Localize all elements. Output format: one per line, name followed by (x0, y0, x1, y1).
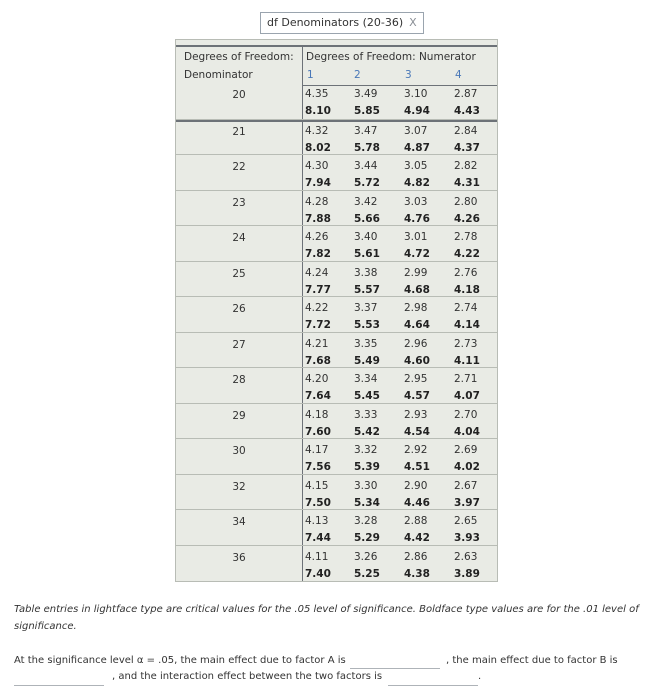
df-denominators-tab[interactable] (260, 12, 424, 34)
column-header-1: 1 (307, 69, 314, 81)
tab-label: df Denominators (20-36) (267, 16, 404, 29)
critical-value-01: 4.64 (404, 319, 430, 331)
question-part1: At the significance level α = .05, the main effect due to factor A is (14, 655, 346, 666)
critical-value-05: 4.24 (305, 266, 329, 279)
critical-value-05: 2.65 (454, 515, 478, 527)
critical-value-01: 4.46 (404, 496, 430, 509)
header-denominator-line2: Denominator (184, 69, 253, 81)
critical-value-05: 2.70 (454, 408, 478, 421)
critical-value-05: 2.90 (404, 479, 428, 492)
critical-value-05: 3.30 (354, 479, 378, 492)
critical-value-01: 7.72 (305, 319, 331, 331)
critical-value-05: 3.10 (404, 88, 428, 100)
df-denominator-cell: 21 (232, 125, 246, 138)
table-row (176, 154, 497, 191)
df-denominator-cell: 36 (232, 551, 246, 564)
table-row (176, 190, 497, 227)
table-row (176, 403, 497, 440)
df-denominator-cell: 20 (232, 89, 246, 101)
critical-value-05: 2.67 (454, 479, 478, 492)
critical-value-01: 4.38 (404, 567, 430, 580)
df-denominator-cell: 28 (232, 374, 246, 386)
critical-value-01: 3.97 (454, 496, 480, 509)
critical-value-01: 5.34 (354, 496, 380, 509)
critical-value-05: 4.17 (305, 444, 329, 456)
critical-value-05: 2.99 (404, 266, 428, 279)
critical-value-01: 4.72 (404, 248, 430, 260)
header-numerator: Degrees of Freedom: Numerator (306, 51, 476, 63)
column-header-4: 4 (455, 69, 462, 81)
critical-value-05: 4.26 (305, 231, 329, 243)
critical-value-05: 3.05 (404, 160, 428, 172)
critical-value-01: 4.43 (454, 105, 480, 117)
critical-value-05: 4.30 (305, 160, 329, 172)
critical-value-05: 3.38 (354, 266, 378, 279)
critical-value-01: 7.56 (305, 461, 331, 473)
critical-value-01: 4.02 (454, 461, 480, 473)
critical-value-05: 2.86 (404, 550, 428, 563)
table-row (176, 509, 497, 546)
critical-value-01: 5.72 (354, 177, 380, 189)
critical-value-01: 4.11 (454, 354, 480, 367)
critical-value-05: 3.44 (354, 160, 378, 172)
critical-value-01: 5.57 (354, 283, 380, 296)
critical-value-01: 4.68 (404, 283, 430, 296)
critical-value-05: 3.35 (354, 337, 378, 350)
critical-value-01: 7.60 (305, 425, 331, 438)
critical-value-05: 3.07 (404, 124, 428, 137)
critical-value-05: 2.78 (454, 231, 478, 243)
critical-value-05: 3.28 (354, 515, 378, 527)
table-row (176, 225, 497, 262)
df-denominator-cell: 25 (232, 267, 246, 280)
table-row (176, 83, 497, 119)
df-denominator-cell: 27 (232, 338, 246, 351)
critical-value-05: 2.84 (454, 124, 478, 137)
df-denominator-cell: 22 (232, 161, 246, 173)
critical-value-05: 3.49 (354, 88, 378, 100)
critical-value-05: 4.22 (305, 302, 329, 314)
critical-value-05: 4.21 (305, 337, 329, 350)
critical-value-05: 4.35 (305, 88, 329, 100)
critical-value-01: 5.61 (354, 248, 380, 260)
critical-value-01: 5.78 (354, 141, 380, 154)
critical-value-01: 4.26 (454, 212, 480, 225)
critical-value-01: 4.76 (404, 212, 430, 225)
df-denominator-cell: 30 (232, 445, 246, 457)
critical-value-01: 5.66 (354, 212, 380, 225)
critical-value-01: 4.04 (454, 425, 480, 438)
df-denominator-cell: 32 (232, 480, 246, 493)
critical-value-01: 7.40 (305, 567, 331, 580)
critical-value-01: 7.77 (305, 283, 331, 296)
critical-value-05: 3.01 (404, 231, 428, 243)
critical-value-01: 5.25 (354, 567, 380, 580)
critical-value-01: 4.82 (404, 177, 430, 189)
critical-value-01: 5.29 (354, 532, 380, 544)
critical-value-05: 2.76 (454, 266, 478, 279)
critical-value-01: 5.42 (354, 425, 380, 438)
table-row (176, 119, 497, 156)
critical-value-05: 2.87 (454, 88, 478, 100)
critical-value-01: 7.82 (305, 248, 331, 260)
critical-value-01: 4.18 (454, 283, 480, 296)
critical-value-01: 5.45 (354, 390, 380, 402)
factor-a-effect-input[interactable] (350, 666, 440, 669)
critical-value-05: 4.32 (305, 124, 329, 137)
critical-value-05: 3.40 (354, 231, 378, 243)
critical-value-05: 4.11 (305, 550, 329, 563)
critical-value-01: 4.87 (404, 141, 430, 154)
header-top-rule (176, 45, 497, 47)
table-row (176, 296, 497, 333)
critical-value-05: 4.28 (305, 195, 329, 208)
question-part2: , the main effect due to factor B is (446, 655, 618, 666)
column-header-2: 2 (354, 69, 361, 81)
critical-value-01: 4.94 (404, 105, 430, 117)
critical-value-05: 4.20 (305, 373, 329, 385)
critical-value-05: 4.15 (305, 479, 329, 492)
f-distribution-table (175, 39, 498, 582)
critical-value-01: 3.93 (454, 532, 480, 544)
critical-value-05: 2.80 (454, 195, 478, 208)
critical-value-05: 2.82 (454, 160, 478, 172)
critical-value-01: 5.85 (354, 105, 380, 117)
critical-value-05: 4.18 (305, 408, 329, 421)
critical-value-01: 4.14 (454, 319, 480, 331)
column-header-3: 3 (405, 69, 412, 81)
critical-value-05: 2.93 (404, 408, 428, 421)
df-denominator-cell: 26 (232, 303, 246, 315)
critical-value-01: 4.42 (404, 532, 430, 544)
critical-value-05: 2.98 (404, 302, 428, 314)
df-denominator-cell: 23 (232, 196, 246, 209)
critical-value-01: 5.39 (354, 461, 380, 473)
critical-value-01: 4.51 (404, 461, 430, 473)
critical-value-01: 7.88 (305, 212, 331, 225)
interaction-effect-input[interactable] (388, 683, 478, 686)
close-icon[interactable]: X (409, 16, 417, 29)
factor-b-effect-input[interactable] (14, 683, 104, 686)
critical-value-05: 2.74 (454, 302, 478, 314)
header-denominator-line1: Degrees of Freedom: (184, 51, 294, 63)
critical-value-05: 3.26 (354, 550, 378, 563)
df-denominator-cell: 29 (232, 409, 246, 422)
table-row (176, 367, 497, 404)
critical-value-05: 3.03 (404, 195, 428, 208)
critical-value-01: 8.02 (305, 141, 331, 154)
table-row (176, 474, 497, 511)
critical-value-01: 4.57 (404, 390, 430, 402)
critical-value-01: 5.53 (354, 319, 380, 331)
table-row (176, 545, 497, 582)
critical-value-05: 3.32 (354, 444, 378, 456)
critical-value-01: 5.49 (354, 354, 380, 367)
question-part3: , and the interaction effect between the two factors is (112, 671, 383, 682)
critical-value-05: 2.95 (404, 373, 428, 385)
critical-value-01: 3.89 (454, 567, 480, 580)
critical-value-01: 8.10 (305, 105, 331, 117)
critical-value-01: 4.60 (404, 354, 430, 367)
critical-value-01: 4.31 (454, 177, 480, 189)
critical-value-01: 7.44 (305, 532, 331, 544)
critical-value-01: 7.64 (305, 390, 331, 402)
table-footnote: Table entries in lightface type are critical values for the .05 level of significance. Boldface type values are for the .01 level of significance. (14, 604, 639, 632)
critical-value-01: 4.37 (454, 141, 480, 154)
critical-value-05: 3.47 (354, 124, 378, 137)
critical-value-01: 7.50 (305, 496, 331, 509)
critical-value-05: 2.69 (454, 444, 478, 456)
critical-value-05: 3.42 (354, 195, 378, 208)
critical-value-01: 7.94 (305, 177, 331, 189)
df-denominator-cell: 24 (232, 232, 246, 244)
df-denominator-cell: 34 (232, 516, 246, 528)
critical-value-01: 4.22 (454, 248, 480, 260)
critical-value-05: 2.96 (404, 337, 428, 350)
critical-value-05: 3.33 (354, 408, 378, 421)
question-end: . (478, 671, 482, 682)
table-row (176, 261, 497, 298)
critical-value-05: 2.63 (454, 550, 478, 563)
table-row (176, 438, 497, 475)
critical-value-05: 2.71 (454, 373, 478, 385)
critical-value-01: 4.07 (454, 390, 480, 402)
critical-value-01: 4.54 (404, 425, 430, 438)
critical-value-05: 3.34 (354, 373, 378, 385)
critical-value-05: 4.13 (305, 515, 329, 527)
critical-value-05: 2.88 (404, 515, 428, 527)
critical-value-05: 2.73 (454, 337, 478, 350)
critical-value-05: 2.92 (404, 444, 428, 456)
critical-value-05: 3.37 (354, 302, 378, 314)
critical-value-01: 7.68 (305, 354, 331, 367)
table-row (176, 332, 497, 369)
